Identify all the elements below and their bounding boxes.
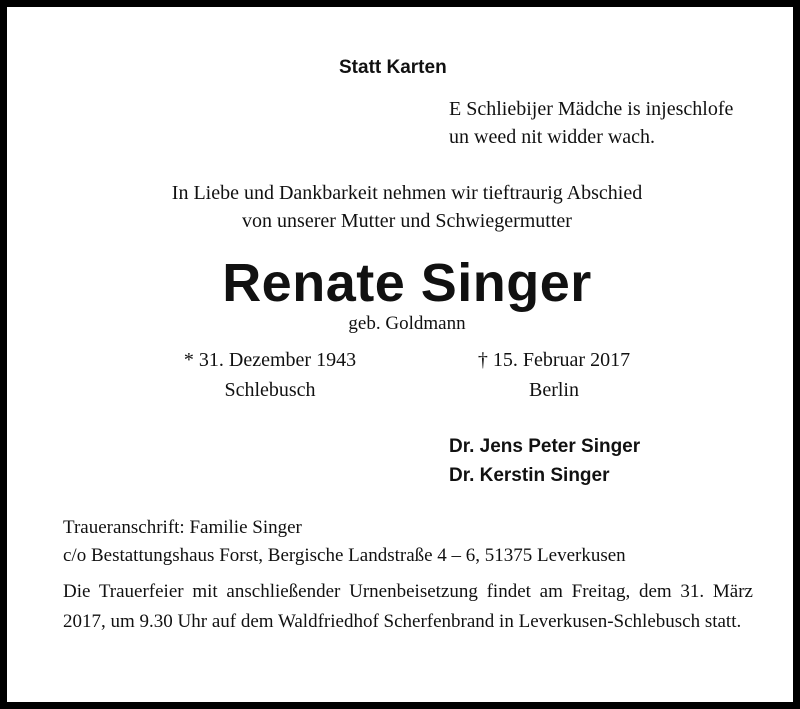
birth-place: Schlebusch <box>224 379 316 401</box>
death-place: Berlin <box>529 379 579 401</box>
family-member: Dr. Jens Peter Singer <box>449 436 641 457</box>
intro-line-1: In Liebe und Dankbarkeit nehmen wir tieftraurig Abschied <box>171 182 643 204</box>
intro-line-2: von unserer Mutter und Schwiegermutter <box>242 210 572 232</box>
mourning-address-line-1: Traueranschrift: Familie Singer <box>63 517 302 538</box>
quote-line-1: E Schliebijer Mädche is injeschlofe <box>449 98 734 120</box>
quote-line-2: un weed nit widder wach. <box>449 126 656 148</box>
header-label: Statt Karten <box>339 57 447 78</box>
ceremony-text: Die Trauerfeier mit anschließender Urnenbeisetzung findet am Freitag, dem 31. März 2017, um 9.30 Uhr auf dem Waldfriedhof Scherfenbrand in Leverkusen-Schlebusch statt. <box>63 581 753 632</box>
birth-date: * 31. Dezember 1943 <box>183 349 357 371</box>
birth-name: geb. Goldmann <box>348 313 466 334</box>
family-member: Dr. Kerstin Singer <box>449 465 610 486</box>
mourning-address-line-2: c/o Bestattungshaus Forst, Bergische Landstraße 4 – 6, 51375 Leverkusen <box>63 545 626 566</box>
deceased-name: Renate Singer <box>222 253 592 313</box>
death-date: † 15. Februar 2017 <box>477 349 631 371</box>
